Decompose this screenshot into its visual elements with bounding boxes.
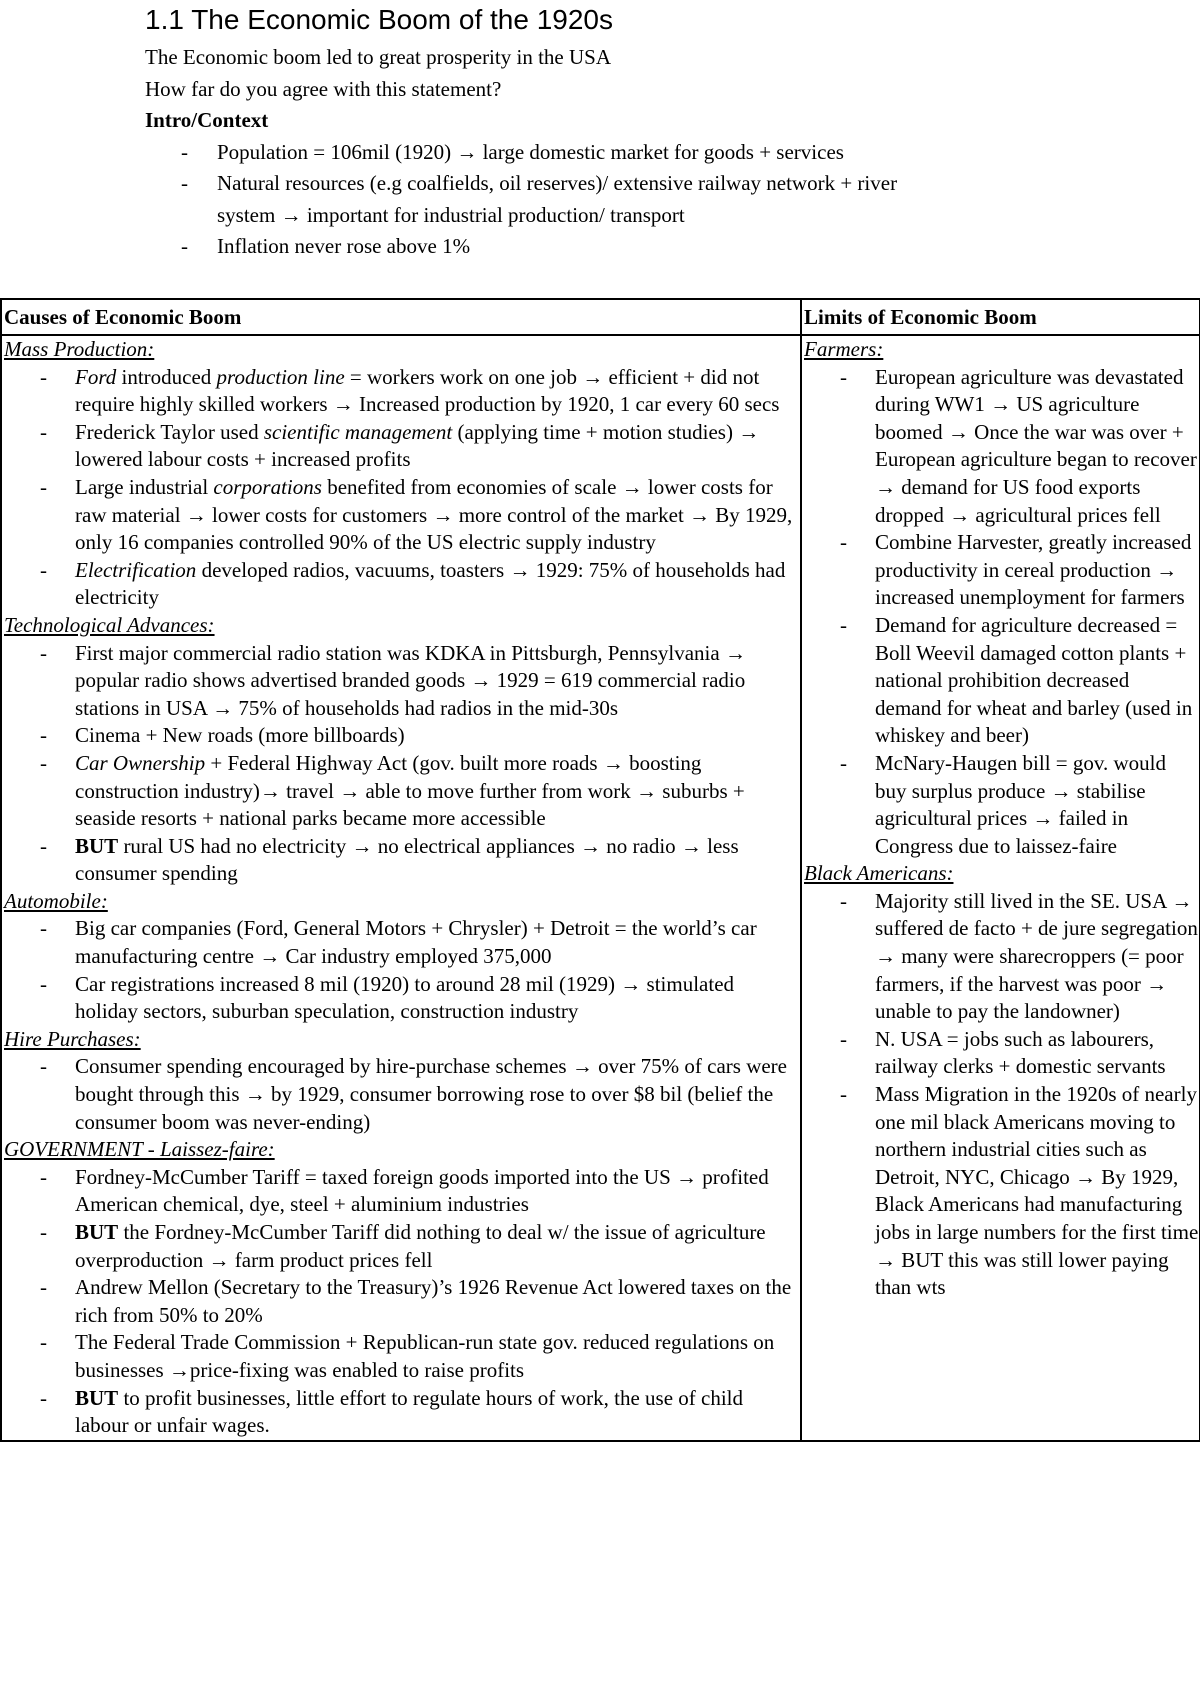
list-item-emphasis: BUT: [75, 833, 119, 858]
causes-header: Causes of Economic Boom: [1, 299, 801, 335]
list-item-text: benefited from economies of scale → lower costs for raw material → lower costs for customers → more control of the market → By 1929, only 16 companies controlled 90% of the US electric supply industry: [75, 474, 793, 555]
list-item: - European agriculture was devastated during WW1 → US agriculture boomed → Once the war was over + European agriculture began to recover → demand for US food exports dropped → agricultural prices fell: [804, 364, 1199, 530]
section-title-hire-purchases: Hire Purchases:: [4, 1026, 141, 1051]
list-item: - Majority still lived in the SE. USA → suffered de facto + de jure segregation → many were sharecroppers (= poor farmers, if the harvest was poor → unable to pay the landowner): [804, 888, 1199, 1026]
list-item: [4, 419, 800, 474]
list-item-text: developed radios, vacuums, toasters → 1929: 75% of households had electricity: [75, 557, 786, 610]
mass-production-list: [4, 364, 800, 612]
list-item-text: introduced: [116, 364, 217, 389]
page-title: 1.1 The Economic Boom of the 1920s: [145, 4, 613, 35]
list-item: [4, 750, 800, 833]
list-item-emphasis: scientific management: [263, 419, 453, 444]
list-item: - Cinema + New roads (more billboards): [4, 722, 800, 750]
list-item-emphasis: Car Ownership: [75, 750, 206, 775]
section-title-government: GOVERNMENT - Laissez-faire:: [4, 1137, 275, 1162]
table-header-row: [1, 299, 1200, 335]
question-prompt: How far do you agree with this statement?: [145, 76, 502, 101]
section-title-farmers: Farmers:: [804, 337, 884, 361]
list-item: [4, 1219, 800, 1274]
question-statement: The Economic boom led to great prosperity in the USA: [145, 45, 611, 69]
list-item-text: (applying time + motion studies) → lowered labour costs + increased profits: [75, 419, 760, 472]
list-item: [4, 1385, 800, 1440]
intro-item: - Inflation never rose above 1%: [145, 231, 1045, 263]
list-item: - Fordney-McCumber Tariff = taxed foreign goods imported into the US → profited American chemical, dye, steel + aluminium industries: [4, 1164, 800, 1219]
list-item-emphasis: BUT: [75, 1220, 119, 1244]
intro-item: - Population = 106mil (1920) → large domestic market for goods + services: [145, 137, 1045, 169]
list-item: - Combine Harvester, greatly increased productivity in cereal production → increased unemployment for farmers: [804, 529, 1199, 612]
list-item: - First major commercial radio station was KDKA in Pittsburgh, Pennsylvania → popular radio shows advertised branded goods → 1929 = 619 commercial radio stations in USA → 75% of households had radios in the mid-30s: [4, 640, 800, 723]
list-item-emphasis: corporations: [213, 474, 322, 499]
limits-cell: [801, 335, 1200, 1441]
list-item: [4, 474, 800, 557]
list-item: [4, 364, 800, 419]
list-item-text: Frederick Taylor used: [75, 419, 264, 444]
section-title-black-americans: Black Americans:: [804, 861, 954, 886]
list-item-text: the Fordney-McCumber Tariff did nothing to deal w/ the issue of agriculture overproduction → farm product prices fell: [75, 1220, 766, 1272]
government-list: [4, 1164, 800, 1440]
list-item: - McNary-Haugen bill = gov. would buy surplus produce → stabilise agricultural prices → failed in Congress due to laissez-faire: [804, 750, 1199, 860]
list-item-text: rural US had no electricity → no electrical appliances → no radio → less consumer spending: [75, 833, 739, 886]
list-item: [4, 833, 800, 888]
list-item: - Consumer spending encouraged by hire-purchase schemes → over 75% of cars were bought through this → by 1929, consumer borrowing rose to over $8 bil (belief the consumer boom was never-ending): [4, 1053, 800, 1136]
list-item-emphasis: production line: [216, 364, 345, 389]
automobile-list: [4, 915, 800, 1025]
hire-purchases-list: [4, 1053, 800, 1136]
list-item: - Mass Migration in the 1920s of nearly one mil black Americans moving to northern industrial cities such as Detroit, NYC, Chicago → By 1929, Black Americans had manufacturing jobs in large numbers for the first time → BUT this was still lower paying than wts: [804, 1081, 1199, 1302]
list-item: - The Federal Trade Commission + Republican-run state gov. reduced regulations on businesses →price-fixing was enabled to raise profits: [4, 1329, 800, 1384]
table-body-row: [1, 335, 1200, 1441]
section-title-technological-advances: Technological Advances:: [4, 612, 215, 637]
limits-header: Limits of Economic Boom: [801, 299, 1200, 335]
list-item-text: = workers work on one job → efficient + did not require highly skilled workers → Increased production by 1920, 1 car every 60 secs: [75, 364, 780, 417]
list-item-emphasis: Electrification: [75, 557, 197, 582]
section-title-automobile: Automobile:: [4, 888, 108, 913]
list-item-text: + Federal Highway Act (gov. built more roads → boosting construction industry)→ travel → able to move further from work → suburbs + seaside resorts + national parks became more accessible: [75, 750, 745, 831]
list-item-emphasis: Ford: [75, 364, 117, 389]
list-item: - Andrew Mellon (Secretary to the Treasury)’s 1926 Revenue Act lowered taxes on the rich from 50% to 20%: [4, 1274, 800, 1329]
list-item: - N. USA = jobs such as labourers, railway clerks + domestic servants: [804, 1026, 1199, 1081]
black-americans-list: [804, 888, 1199, 1302]
list-item: - Car registrations increased 8 mil (1920) to around 28 mil (1929) → stimulated holiday sectors, suburban speculation, construction industry: [4, 971, 800, 1026]
intro-list: [145, 137, 1045, 263]
intro-heading: Intro/Context: [145, 108, 269, 132]
causes-limits-table: [0, 298, 1200, 1442]
list-item: [4, 557, 800, 612]
intro-section: [145, 42, 1045, 263]
section-title-mass-production: Mass Production:: [4, 337, 155, 361]
causes-cell: [1, 335, 801, 1441]
list-item-text: to profit businesses, little effort to regulate hours of work, the use of child labour or unfair wages.: [75, 1385, 743, 1438]
list-item: - Big car companies (Ford, General Motors + Chrysler) + Detroit = the world’s car manufacturing centre → Car industry employed 375,000: [4, 915, 800, 970]
technological-advances-list: [4, 640, 800, 888]
farmers-list: [804, 364, 1199, 861]
intro-item: - Natural resources (e.g coalfields, oil reserves)/ extensive railway network + river system → important for industrial production/ transport: [145, 168, 952, 231]
list-item-emphasis: BUT: [75, 1385, 119, 1410]
list-item: - Demand for agriculture decreased = Boll Weevil damaged cotton plants + national prohibition decreased demand for wheat and barley (used in whiskey and beer): [804, 612, 1199, 750]
list-item-text: Large industrial: [75, 474, 214, 499]
